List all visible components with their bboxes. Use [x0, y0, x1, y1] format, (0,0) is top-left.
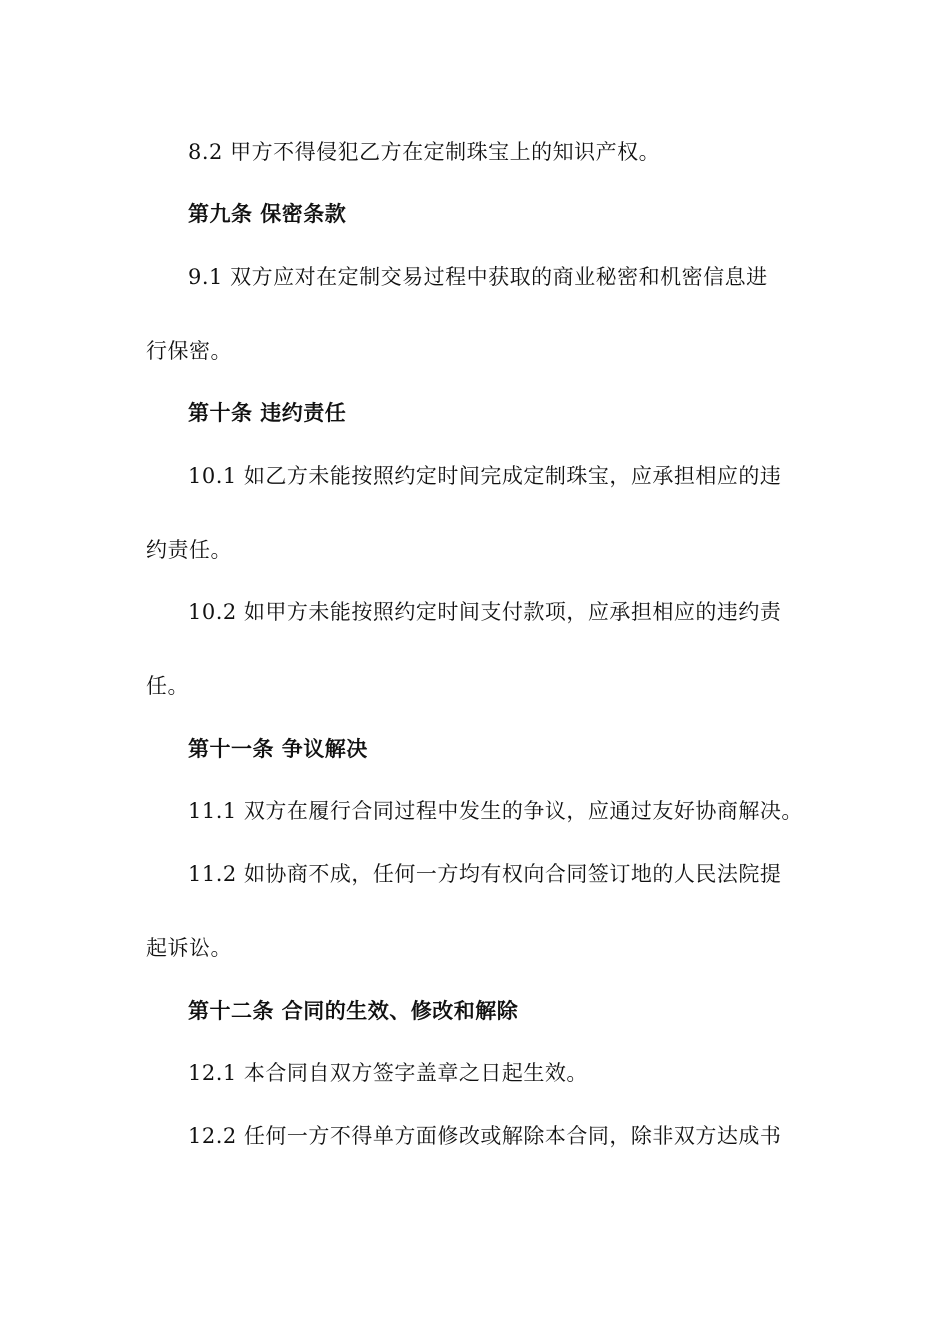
clause-8-2: 8.2 甲方不得侵犯乙方在定制珠宝上的知识产权。: [188, 140, 661, 164]
clause-10-1-continued: 约责任。: [146, 538, 232, 562]
clause-9-1: 9.1 双方应对在定制交易过程中获取的商业秘密和机密信息进: [188, 265, 768, 289]
article-12-heading: 第十二条 合同的生效、修改和解除: [188, 999, 519, 1023]
article-10-heading: 第十条 违约责任: [188, 401, 347, 425]
clause-11-2: 11.2 如协商不成，任何一方均有权向合同签订地的人民法院提: [188, 862, 782, 886]
article-9-heading: 第九条 保密条款: [188, 202, 347, 226]
clause-10-2: 10.2 如甲方未能按照约定时间支付款项，应承担相应的违约责: [188, 600, 782, 624]
clause-12-2: 12.2 任何一方不得单方面修改或解除本合同，除非双方达成书: [188, 1124, 782, 1148]
clause-12-1: 12.1 本合同自双方签字盖章之日起生效。: [188, 1061, 588, 1085]
clause-10-2-continued: 任。: [146, 674, 189, 698]
clause-11-1: 11.1 双方在履行合同过程中发生的争议，应通过友好协商解决。: [188, 799, 803, 823]
clause-9-1-continued: 行保密。: [146, 339, 232, 363]
clause-10-1: 10.1 如乙方未能按照约定时间完成定制珠宝，应承担相应的违: [188, 464, 782, 488]
article-11-heading: 第十一条 争议解决: [188, 737, 368, 761]
clause-11-2-continued: 起诉讼。: [146, 936, 232, 960]
